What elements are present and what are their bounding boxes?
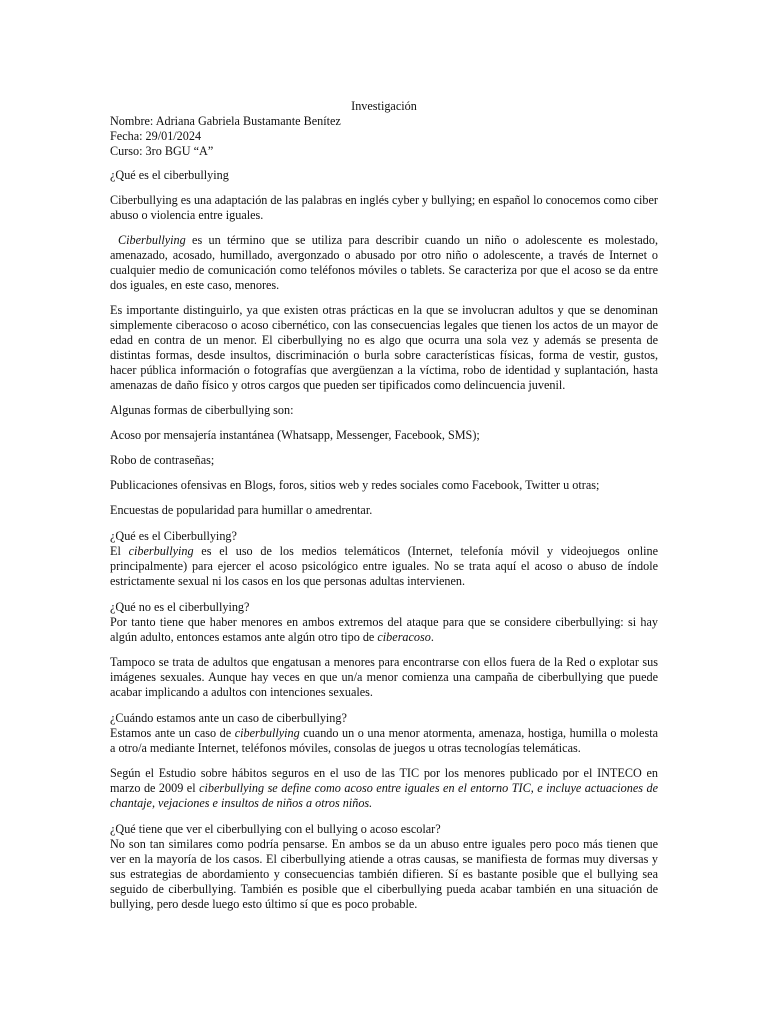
term-text: es un término que se utiliza para describir cuando un niño o adolescente es molestado, amenazado, acosado, humillado, avergonzado o abusado por otro niño o adolescente, a través de Internet o cualquier medio de comunicación como teléfonos móviles o tablets. Se caracteriza por que el acoso se da entre dos iguales, en este caso, menores. <box>110 233 658 292</box>
section-heading-ciberbullying: ¿Qué es el Ciberbullying? <box>110 529 237 543</box>
form-item: Publicaciones ofensivas en Blogs, foros, sitios web y redes sociales como Facebook, Twitter u otras; <box>110 478 600 492</box>
paragraph-ciberbullying-definition <box>110 544 658 589</box>
text-run: Según el Estudio sobre hábitos seguros en el uso de las TIC por los menores publicado por el INTECO en marzo de 2009 el <box>110 766 658 795</box>
term-emphasis: Ciberbullying <box>118 233 186 247</box>
text-run: Por tanto tiene que haber menores en ambos extremos del ataque para que se considere ciberbullying: si hay algún adulto, entonces estamos ante algún otro tipo de <box>110 615 658 644</box>
forms-intro: Algunas formas de ciberbullying son: <box>110 403 294 417</box>
date-line: Fecha: 29/01/2024 <box>110 129 202 143</box>
section-heading-what-is-not: ¿Qué no es el ciberbullying? <box>110 600 250 614</box>
course-line: Curso: 3ro BGU “A” <box>110 144 214 158</box>
paragraph-when <box>110 726 658 756</box>
text-run: El <box>110 544 129 558</box>
paragraph-inteco <box>110 766 658 811</box>
section-heading-bullying-relation: ¿Qué tiene que ver el ciberbullying con el bullying o acoso escolar? <box>110 822 441 836</box>
text-emphasis: ciberbullying se define como acoso entre iguales en el entorno TIC, e incluye actuaciones de chantaje, vejaciones e insultos de niños a otros niños. <box>110 781 659 810</box>
section-heading-what-is: ¿Qué es el ciberbullying <box>110 168 229 182</box>
text-emphasis: ciberbullying <box>128 544 194 558</box>
paragraph-term <box>110 233 658 293</box>
form-item: Robo de contraseñas; <box>110 453 215 467</box>
form-item: Encuestas de popularidad para humillar o amedrentar. <box>110 503 373 517</box>
text-emphasis: ciberacoso <box>377 630 431 644</box>
paragraph-adults: Tampoco se trata de adultos que engatusan a menores para encontrarse con ellos fuera de la Red o explotar sus imágenes sexuales. Aunque hay veces en que un/a menor comienza una campaña de ciberbullying que puede acabar implicando a adultos con intenciones sexuales. <box>110 655 658 699</box>
text-run: cuando un o una menor atormenta, amenaza, hostiga, humilla o molesta a otro/a mediante Internet, teléfonos móviles, consolas de juegos u otras tecnologías telemáticas. <box>110 726 658 755</box>
student-name: Nombre: Adriana Gabriela Bustamante Benítez <box>110 114 341 128</box>
paragraph-bullying-relation: No son tan similares como podría pensarse. En ambos se da un abuso entre iguales pero poco más tienen que ver en la mayoría de los casos. El ciberbullying atiende a otras causas, se manifiesta de formas muy diversas y sus estrategias de abordamiento y consecuencias también difieren. Sí es bastante posible que el bullying sea seguido de ciberbullying. También es posible que el ciberbullying pueda acabar también en una situación de bullying, pero desde luego esto último sí que es poco probable. <box>110 837 658 911</box>
text-run: es el uso de los medios telemáticos (Internet, telefonía móvil y videojuegos online principalmente) para ejercer el acoso psicológico entre iguales. No se trata aquí el acoso o abuso de índole estrictamente sexual ni los casos en los que personas adultas intervienen. <box>110 544 658 588</box>
text-emphasis: ciberbullying <box>234 726 300 740</box>
paragraph-definition: Ciberbullying es una adaptación de las palabras en inglés cyber y bullying; en español lo conocemos como ciber abuso o violencia entre iguales. <box>110 193 658 222</box>
document-page <box>110 99 658 912</box>
form-item: Acoso por mensajería instantánea (Whatsapp, Messenger, Facebook, SMS); <box>110 428 480 442</box>
text-run: Estamos ante un caso de <box>110 726 235 740</box>
paragraph-distinguish: Es importante distinguirlo, ya que existen otras prácticas en la que se involucran adultos y que se denominan simplemente ciberacoso o acoso cibernético, con las consecuencias legales que tienen los actos de un mayor de edad en contra de un menor. El ciberbullying no es algo que ocurra una sola vez y además se presenta de distintas formas, desde insultos, discriminación o burla sobre características físicas, forma de vestir, gustos, hacer pública información o fotografías que avergüenzan a la víctima, robo de identidad y suplantación, hasta amenazas de daño físico y otros cargos que pueden ser tipificados como delincuencia juvenil. <box>110 303 658 392</box>
section-heading-when: ¿Cuándo estamos ante un caso de ciberbullying? <box>110 711 347 725</box>
paragraph-minors <box>110 615 658 645</box>
document-title: Investigación <box>351 99 417 113</box>
text-run: . <box>430 630 434 644</box>
